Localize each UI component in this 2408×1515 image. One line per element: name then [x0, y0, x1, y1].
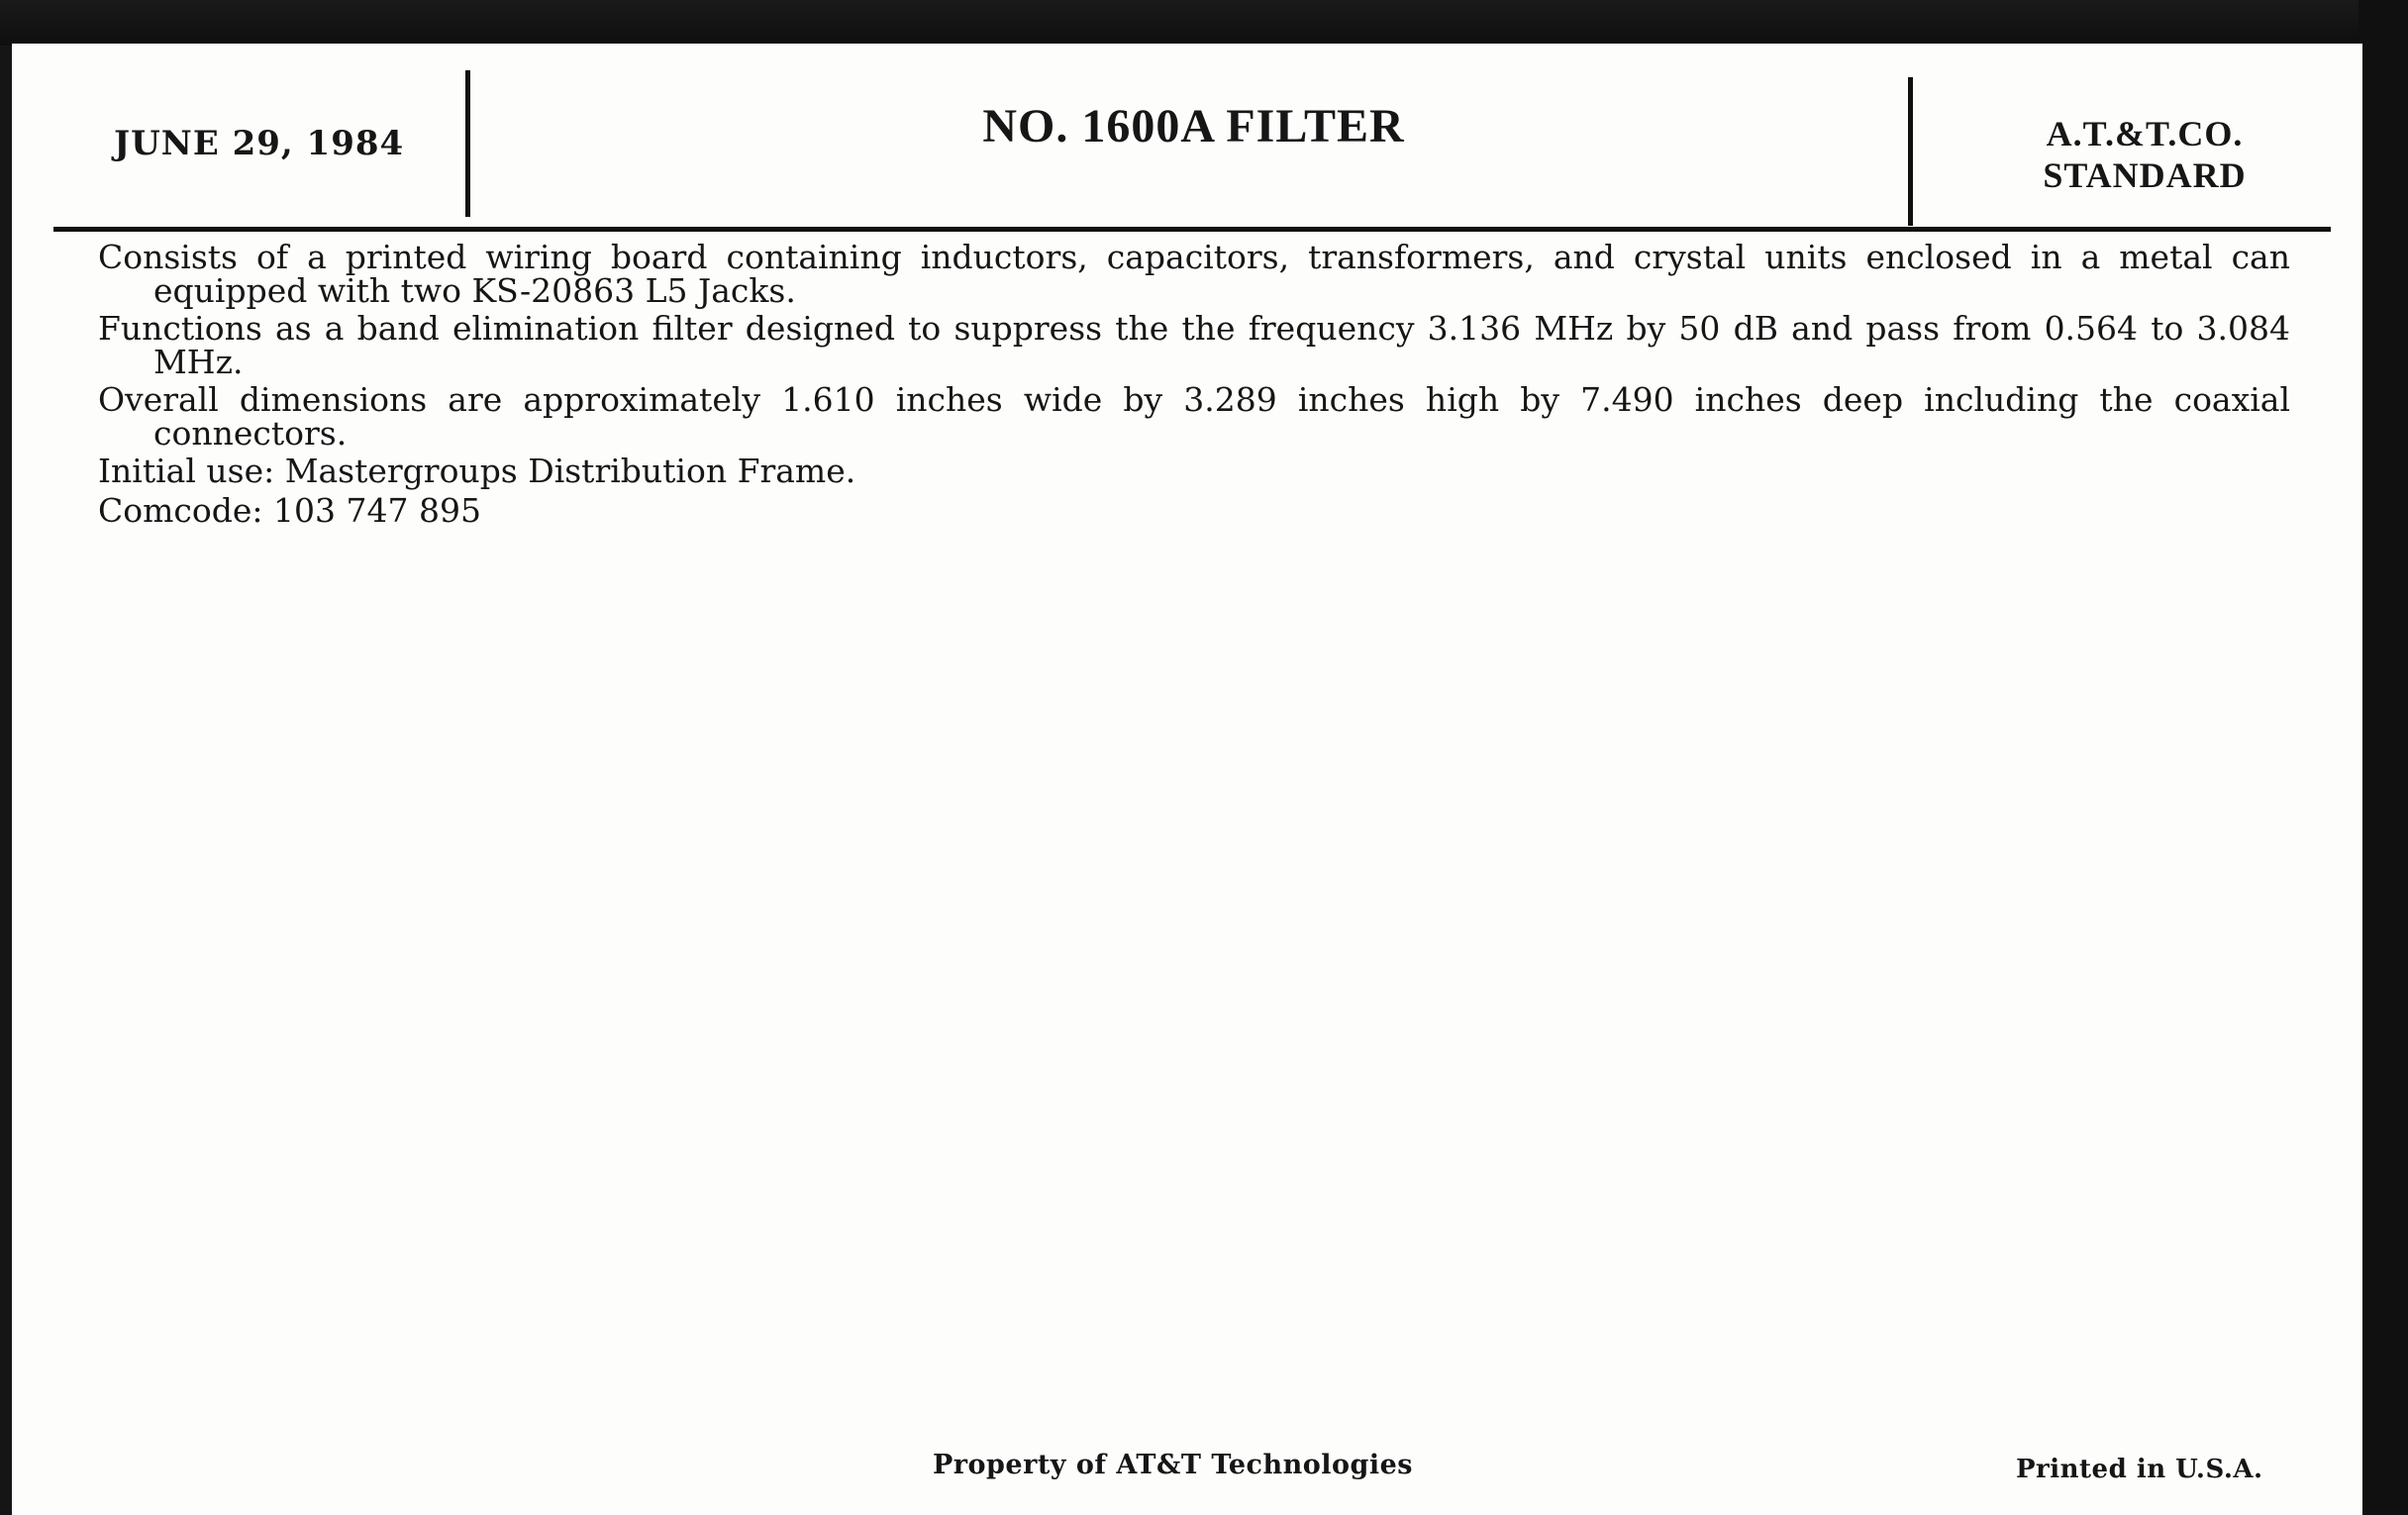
standard-label: STANDARD	[2043, 155, 2247, 195]
standard-mark	[1927, 113, 2362, 196]
scan-border-right	[2358, 0, 2408, 1515]
dimensions-paragraph: Overall dimensions are approximately 1.610 inches wide by 3.289 inches high by 7.490 inches deep including the coaxial connectors.	[98, 380, 2290, 453]
standard-company: A.T.&T.CO.	[2046, 114, 2244, 153]
description-body	[98, 238, 2290, 534]
specification-card	[12, 44, 2362, 1515]
comcode-line: Comcode: 103 747 895	[98, 491, 481, 530]
initial-use-line: Initial use: Mastergroups Distribution Frame.	[98, 452, 856, 490]
printed-in-notice: Printed in U.S.A.	[2016, 1455, 2263, 1484]
property-notice: Property of AT&T Technologies	[933, 1450, 1413, 1480]
function-paragraph: Functions as a band elimination filter designed to suppress the the frequency 3.136 MHz by 50 dB and pass from 0.564 to 3.084 MHz.	[98, 309, 2290, 381]
scan-border-top	[0, 0, 2408, 46]
issue-date: JUNE 29, 1984	[114, 124, 405, 163]
description-paragraph: Consists of a printed wiring board containing inductors, capacitors, transformers, and crystal units enclosed in a metal can equipped with two KS-20863 L5 Jacks.	[98, 238, 2290, 310]
header-divider-right	[1908, 77, 1913, 226]
header-rule	[53, 227, 2331, 232]
page-title: NO. 1600A FILTER	[982, 100, 1405, 152]
